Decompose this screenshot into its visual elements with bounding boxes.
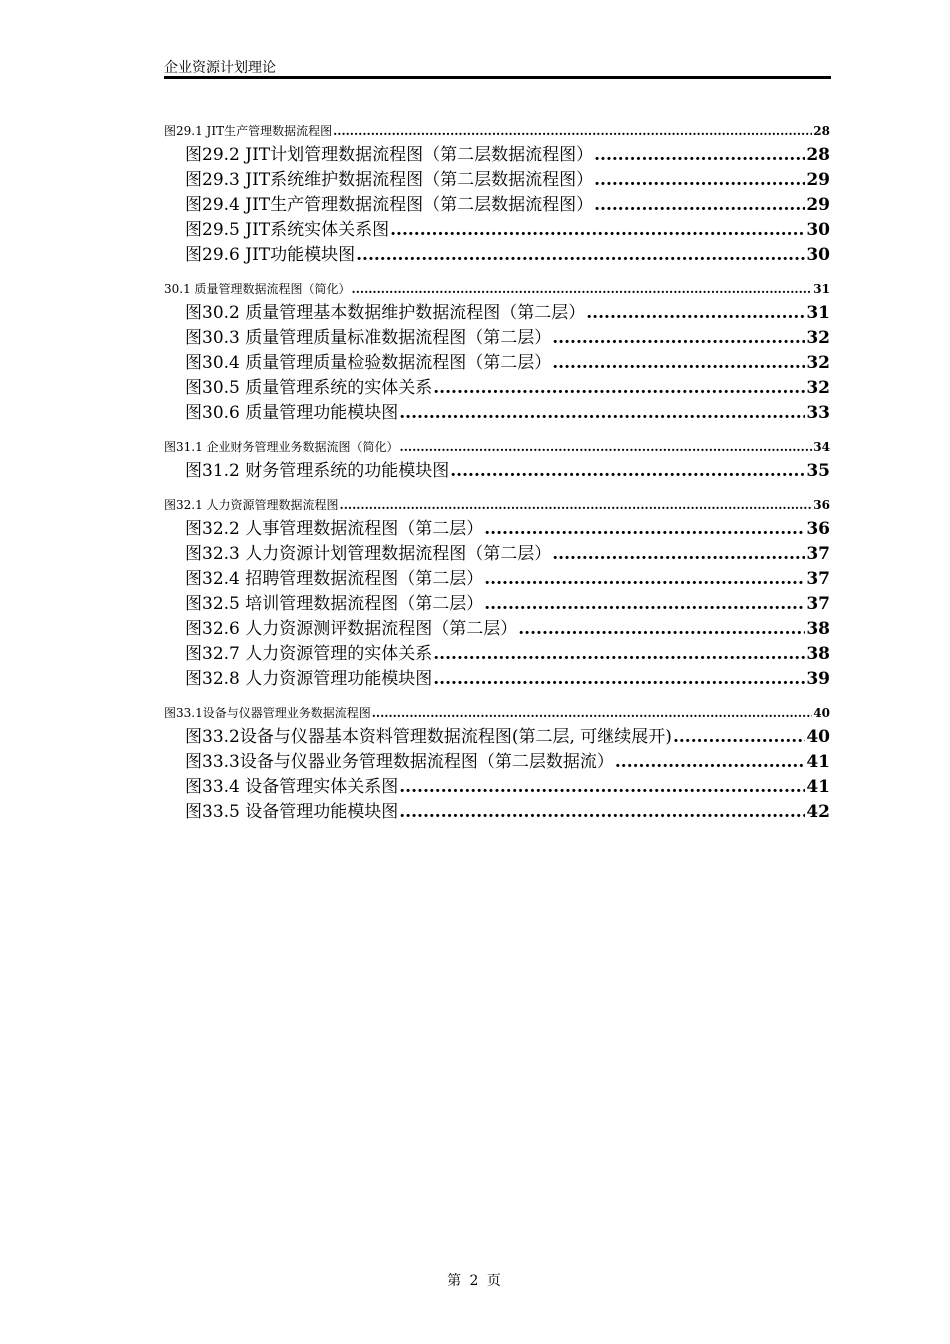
toc-entry-sub[interactable] [164, 376, 830, 401]
toc-entry-main[interactable] [164, 277, 830, 301]
toc-entry-page: 28 [806, 145, 830, 165]
dot-leader [552, 542, 805, 567]
toc-entry-page: 32 [806, 353, 830, 373]
toc-entry-label: 图32.4 招聘管理数据流程图（第二层） [185, 569, 484, 589]
dot-leader [399, 401, 805, 426]
dot-leader [484, 517, 805, 542]
toc-entry-page: 40 [806, 727, 830, 747]
dot-leader [594, 193, 805, 218]
dot-leader [399, 775, 805, 800]
toc-entry-label: 图33.4 设备管理实体关系图 [185, 777, 399, 797]
toc-entry-sub[interactable] [164, 517, 830, 542]
toc-entry-label: 图32.6 人力资源测评数据流程图（第二层） [185, 619, 518, 639]
toc-entry-main[interactable] [164, 701, 830, 725]
toc-entry-sub[interactable] [164, 667, 830, 692]
toc-entry-page: 38 [806, 619, 830, 639]
toc-entry-page: 41 [806, 752, 830, 772]
toc-entry-label: 图29.1 JIT生产管理数据流程图 [164, 124, 333, 138]
dot-leader [352, 277, 813, 301]
dot-leader [433, 376, 805, 401]
toc-entry-label: 图30.2 质量管理基本数据维护数据流程图（第二层） [185, 303, 586, 323]
toc-entry-sub[interactable] [164, 775, 830, 800]
toc-entry-sub[interactable] [164, 143, 830, 168]
dot-leader [390, 218, 805, 243]
toc-entry-sub[interactable] [164, 193, 830, 218]
toc-entry-sub[interactable] [164, 243, 830, 268]
toc-entry-label: 图30.3 质量管理质量标准数据流程图（第二层） [185, 328, 552, 348]
toc-entry-page: 37 [806, 569, 830, 589]
toc-entry-label: 图29.4 JIT生产管理数据流程图（第二层数据流程图） [185, 195, 594, 215]
dot-leader [400, 435, 813, 459]
toc-entry-page: 28 [813, 124, 830, 138]
toc-entry-sub[interactable] [164, 800, 830, 825]
toc-group [164, 701, 830, 825]
toc-entry-page: 32 [806, 328, 830, 348]
dot-leader [615, 750, 805, 775]
toc-entry-page: 42 [806, 802, 830, 822]
toc-entry-label: 图32.7 人力资源管理的实体关系 [185, 644, 433, 664]
dot-leader [594, 168, 805, 193]
dot-leader [673, 725, 805, 750]
toc-entry-label: 图32.5 培训管理数据流程图（第二层） [185, 594, 484, 614]
dot-leader [518, 617, 805, 642]
toc-entry-sub[interactable] [164, 542, 830, 567]
toc-group [164, 435, 830, 484]
toc-entry-main[interactable] [164, 119, 830, 143]
toc-entry-label: 图32.3 人力资源计划管理数据流程图（第二层） [185, 544, 552, 564]
toc-entry-page: 39 [806, 669, 830, 689]
toc-entry-page: 32 [806, 378, 830, 398]
toc-entry-main[interactable] [164, 435, 830, 459]
toc-entry-label: 图29.2 JIT计划管理数据流程图（第二层数据流程图） [185, 145, 594, 165]
toc-group [164, 119, 830, 268]
dot-leader [433, 642, 805, 667]
dot-leader [450, 459, 805, 484]
toc-entry-label: 图31.1 企业财务管理业务数据流图（简化） [164, 440, 399, 454]
toc-entry-page: 29 [806, 195, 830, 215]
dot-leader [552, 326, 805, 351]
toc-entry-label: 图33.3设备与仪器业务管理数据流程图（第二层数据流） [185, 752, 614, 772]
dot-leader [586, 301, 805, 326]
toc-entry-page: 35 [806, 461, 830, 481]
header-rule [164, 76, 831, 79]
group-spacer [164, 268, 830, 277]
toc-entry-label: 图33.5 设备管理功能模块图 [185, 802, 399, 822]
toc-group [164, 493, 830, 692]
group-spacer [164, 484, 830, 493]
dot-leader [484, 567, 805, 592]
toc-entry-label: 图30.4 质量管理质量检验数据流程图（第二层） [185, 353, 552, 373]
toc-entry-label: 图30.6 质量管理功能模块图 [185, 403, 399, 423]
toc-entry-page: 38 [806, 644, 830, 664]
toc-entry-label: 图29.6 JIT功能模块图 [185, 245, 356, 265]
page-number: 第 2 页 [447, 1273, 503, 1289]
toc-entry-label: 图33.2设备与仪器基本资料管理数据流程图(第二层, 可继续展开) [185, 727, 672, 747]
toc-entry-page: 30 [806, 245, 830, 265]
dot-leader [340, 493, 813, 517]
toc-entry-page: 33 [806, 403, 830, 423]
toc-entry-label: 图31.2 财务管理系统的功能模块图 [185, 461, 450, 481]
toc-entry-page: 40 [813, 706, 830, 720]
figure-index [164, 119, 830, 825]
toc-entry-sub[interactable] [164, 725, 830, 750]
dot-leader [333, 119, 812, 143]
dot-leader [433, 667, 805, 692]
toc-entry-page: 37 [806, 544, 830, 564]
toc-entry-page: 36 [813, 498, 830, 512]
toc-entry-sub[interactable] [164, 459, 830, 484]
toc-group [164, 277, 830, 426]
toc-entry-page: 37 [806, 594, 830, 614]
toc-entry-sub[interactable] [164, 218, 830, 243]
group-spacer [164, 426, 830, 435]
toc-entry-sub[interactable] [164, 401, 830, 426]
toc-entry-sub[interactable] [164, 351, 830, 376]
toc-entry-label: 图32.2 人事管理数据流程图（第二层） [185, 519, 484, 539]
toc-entry-label: 图32.8 人力资源管理功能模块图 [185, 669, 433, 689]
toc-entry-page: 36 [806, 519, 830, 539]
toc-entry-sub[interactable] [164, 168, 830, 193]
toc-entry-page: 34 [813, 440, 830, 454]
toc-entry-sub[interactable] [164, 301, 830, 326]
toc-entry-label: 图33.1设备与仪器管理业务数据流程图 [164, 706, 371, 720]
dot-leader [399, 800, 805, 825]
dot-leader [356, 243, 805, 268]
toc-entry-label: 图29.5 JIT系统实体关系图 [185, 220, 390, 240]
toc-entry-sub[interactable] [164, 592, 830, 617]
group-spacer [164, 692, 830, 701]
toc-entry-label: 图32.1 人力资源管理数据流程图 [164, 498, 339, 512]
dot-leader [594, 143, 805, 168]
toc-entry-sub[interactable] [164, 567, 830, 592]
toc-entry-page: 29 [806, 170, 830, 190]
toc-entry-main[interactable] [164, 493, 830, 517]
toc-entry-sub[interactable] [164, 617, 830, 642]
dot-leader [552, 351, 805, 376]
toc-entry-label: 30.1 质量管理数据流程图（简化） [164, 282, 351, 296]
toc-entry-sub[interactable] [164, 326, 830, 351]
dot-leader [484, 592, 805, 617]
dot-leader [372, 701, 813, 725]
toc-entry-sub[interactable] [164, 750, 830, 775]
running-header: 企业资源计划理论 [164, 60, 276, 76]
toc-entry-page: 41 [806, 777, 830, 797]
toc-entry-label: 图30.5 质量管理系统的实体关系 [185, 378, 433, 398]
toc-entry-page: 31 [806, 303, 830, 323]
toc-entry-page: 31 [813, 282, 830, 296]
toc-entry-sub[interactable] [164, 642, 830, 667]
toc-entry-label: 图29.3 JIT系统维护数据流程图（第二层数据流程图） [185, 170, 594, 190]
toc-entry-page: 30 [806, 220, 830, 240]
